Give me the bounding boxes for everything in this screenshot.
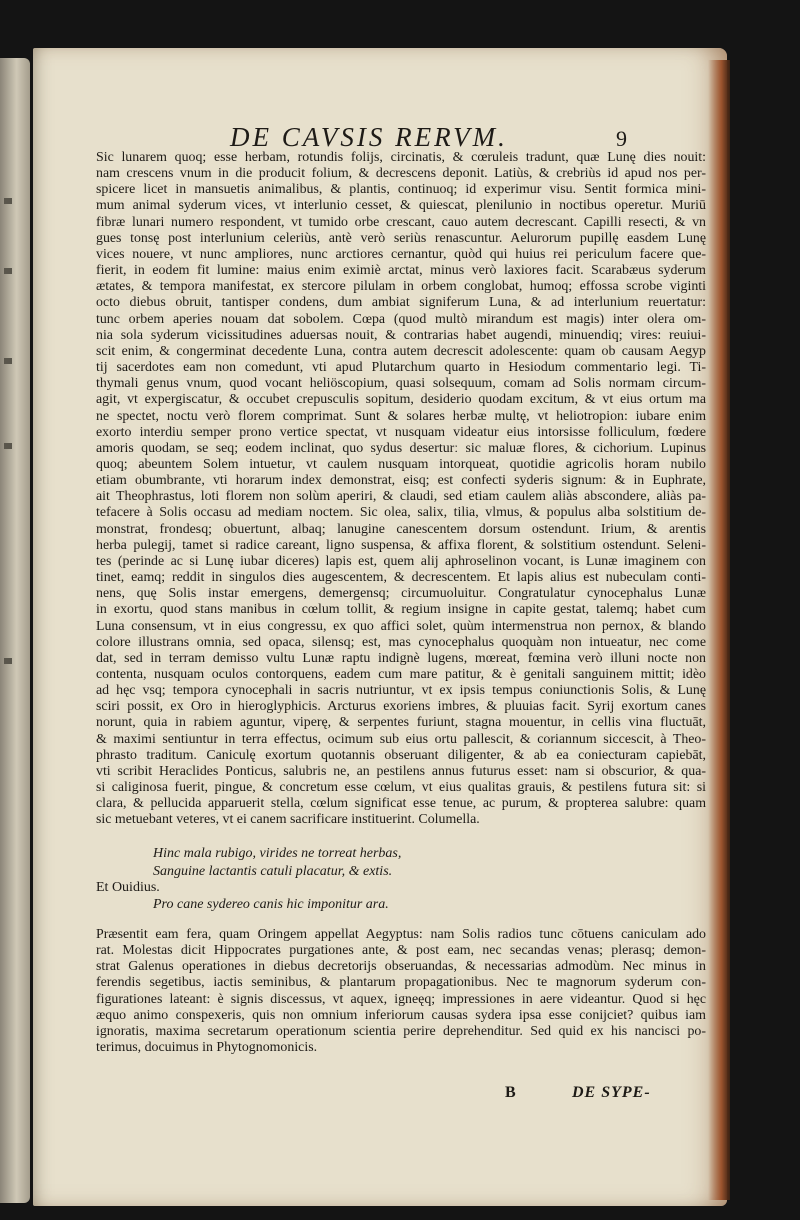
text-line: ferendis segetibus, iactis seminibus, & plantarum propagationibus. Nec te magnorum syderum con- — [96, 975, 706, 991]
text-line: mum animal syderum vices, vt interlunio cesset, & quiescat, plenilunio in noctibus operetur. Muriū — [96, 198, 706, 214]
text-line: nam crescens vnum in die producit folium, & decrescens deponit. Latiùs, & crebriùs id apud nos per- — [96, 166, 706, 182]
text-line: tes (perinde ac si Lunę iubar diceres) lapis est, quem alij aphroselinon vocant, is Lunæ imaginem con — [96, 553, 706, 569]
page-number: 9 — [616, 126, 627, 151]
facing-page-mark — [4, 358, 12, 364]
signature-mark: B — [505, 1084, 516, 1101]
text-line: dat, sed in terram demisso vultu Lunæ raptu indignè lugens, mœreat, fœmina verò illuni nocte non — [96, 650, 706, 666]
text-line: norunt, quia in rabiem aguntur, viperę, & serpentes furiunt, stagna mouentur, in cellis vina fluctuāt, — [96, 715, 706, 731]
text-line: ad hęc vsq; tempora cynocephali in sacris nutriuntur, vt ex ipsis tempus coniunctionis Solis, & Lunę — [96, 683, 706, 699]
main-paragraph — [96, 150, 706, 829]
text-line: ne spectet, noctu verò florem comprimat. Sunt & solares herbæ multę, vt heliotropion: iubare enim — [96, 408, 706, 424]
text-line: strat Galenus operationes in diebus decretorijs obseruandas, & necessarias admodùm. Nec minus in — [96, 959, 706, 975]
text-line: terimus, docuimus in Phytognomonicis. — [96, 1040, 318, 1056]
text-line: etiam obumbrante, vti horarum index demonstrat, eisq; est confecti syderis signum: & in Euphrate, — [96, 473, 706, 489]
text-line: thymali genus vnum, quod vocant heliöscopium, quasi solsequum, comam ad Solis normam circum- — [96, 376, 706, 392]
page-binding-shadow — [708, 60, 730, 1200]
text-line: nens, quę Solis instar emergens, demergensq; circumuoluitur. Congratulatur cynocephalus Lunæ — [96, 586, 706, 602]
text-line: colore illustrans omnia, sed opaca, silensq; est, mas cynocephalus quoquàm non intueatur, nec come — [96, 634, 706, 650]
verse-author: Et Ouidius. — [96, 880, 160, 895]
text-line: scit enim, & congerminat decedente Luna, contra autem decrescit adolescente: quam ob causam Aegyp — [96, 343, 706, 359]
text-line: ait Theophrastus, loti florem non solùm aperiri, & claudi, sed etiam caulem aliàs abscondere, aliàs pa- — [96, 489, 706, 505]
text-line: clara, & pellucida apparuerit stella, cœlum significat esse tenue, ac purum, & propterea salubre: quam — [96, 796, 706, 812]
text-line: rat. Molestas dicit Hippocrates purgationes ante, & post eam, nec secandas venas; plerasq; demon- — [96, 943, 706, 959]
text-line: fierit, in eodem fit lumine: maius enim eximiè arctat, minus verò laxiores facit. Scarabæus syderum — [96, 263, 706, 279]
text-line: sic metuebant veteres, vt ei canem sacrificare instituerint. Columella. — [96, 812, 480, 828]
verse-line: Pro cane sydereo canis hic imponitur ara. — [153, 897, 389, 912]
verse-line: Sanguine lactantis catuli placatur, & extis. — [153, 864, 393, 879]
facing-page-mark — [4, 268, 12, 274]
text-line: fibræ lunari numero respondent, vt tumido orbe crescant, cauo autem decrescant. Capilli resecti, & vn — [96, 214, 706, 230]
running-head: DE CAVSIS RERVM. — [230, 122, 508, 152]
text-line: figurationes lateant: è signis discessus, vt aquex, igneęq; impressiones in aere videantur. Quod si hęc — [96, 991, 706, 1007]
catchword: DE SYPE- — [572, 1084, 651, 1101]
text-line: amoris quodam, se seq; eodem inclinat, quo sydus deserturː sic maluæ flores, & cichorium. Lupinus — [96, 440, 706, 456]
text-line: spicere licet in mansuetis animalibus, & plantis, continuoq; id experimur visu. Sentit formica mini- — [96, 182, 706, 198]
text-line: tefacere à Solis occasu ad mediam noctem. Sic olea, salix, tilia, vlmus, & populus alba solstitium de- — [96, 505, 706, 521]
text-line: & maximi sentiuntur in terra effectus, ocimum sub eius ortu pallescit, & coriannum siccescit, à Theo- — [96, 731, 706, 747]
text-line: sciri possit, ex Oro in hieroglyphicis. Arcturus exoriens imbres, & pluuias facit. Syrij exortum canes — [96, 699, 706, 715]
second-paragraph — [96, 927, 706, 1056]
text-line: tunc orbem aperies nouam dat sobolem. Cœpa (quod multò mirandum est magis) inter olera om- — [96, 311, 706, 327]
text-line: agit, vt expergiscatur, & occubet crepusculis sopitum, desiderio quodam excitum, & vt eius ortum ma — [96, 392, 706, 408]
text-line: exorto interdiu semper prono vertice spectat, vt nusquam videatur eius intorsisse folliculum, fœdere — [96, 424, 706, 440]
text-line: herba pulegij, tamet si radice careant, ligno suspensa, & affixa florent, & solstitium ostendunt. Seleni- — [96, 537, 706, 553]
text-line: quoq; abeuntem Solem intuetur, vt caulem nusquam intorqueat, quotidie agricolis horam nubilo — [96, 456, 706, 472]
text-line: si caliginosa fuerit, pingue, & concretum esse cœlum, vt eius qualitas grauis, & pestilens futura sit: si — [96, 780, 706, 796]
text-line: nia sola syderum vicissitudines aduersas nouit, & contrarias habet augendi, minuendiq; vires: reuiui- — [96, 327, 706, 343]
text-line: in exortu, quod stans manibus in cœlum tollit, & regium insigne in capite gestat, talemq; habet cum — [96, 602, 706, 618]
text-line: contenta, nusquam oculos contorquens, eadem cum mare patitur, & è genitali sanguinem mittit; idèo — [96, 667, 706, 682]
text-line: vices nouere, vt nunc ampliores, nunc arctiores cernantur, quòd qui huius rei periculum facere que- — [96, 246, 706, 262]
text-line: ætates, & tempora manifestat, ex stercore pilulam in orbem conglobat, humoq; effossa scrobe viginti — [96, 279, 706, 295]
text-line: tij sacerdotes eam non comedunt, vti apud Plutarchum quarto in Hesiodum commentario legi. Ti- — [96, 360, 706, 376]
text-line: Luna consensum, vt in eius congressu, ex quo affici solet, quùm intermenstrua non pernox, & blando — [96, 618, 706, 634]
text-line: tinet, eamq; reddit in singulos dies augescentem, & decrescentem. Et lapis alius est nubeculam conti- — [96, 570, 706, 586]
verse-line: Hinc mala rubigo, virides ne torreat herbas, — [153, 846, 402, 861]
text-line: æquo animo conspexeris, quis non omnium inferiorum causas sydera ipsa esse conijciet? quibus iam — [96, 1007, 706, 1023]
text-line: Præsentit eam fera, quam Oringem appellat Aegyptus: nam Solis radios tunc cōtuens caniculam ado — [96, 927, 706, 942]
text-line: octo diebus obruit, tantisper condens, dum ambiat signiferum Luna, & ad interlunium reuertatur: — [96, 295, 706, 311]
facing-page-mark — [4, 658, 12, 664]
text-line: monstrat, frondesq; obuertunt, albaq; lanugine canescentem dorsum ostendunt. Irium, & arentis — [96, 521, 706, 537]
facing-page-mark — [4, 443, 12, 449]
text-line: gues tonsę post interlunium celeriùs, antè verò seriùs renascuntur. Aelurorum pupillę easdem Lunę — [96, 230, 706, 246]
text-line: Sic lunarem quoq; esse herbam, rotundis folijs, circinatis, & cœruleis tradunt, quæ Lunę dies nouit: — [96, 150, 706, 165]
text-line: vti scribit Heraclides Ponticus, salubris ne, an pestilens annus futurus esset: nam si obscurior, & qua- — [96, 763, 706, 779]
facing-page-mark — [4, 198, 12, 204]
text-line: phrasto traditum. Caniculę exortum quotannis obseruant diligenter, & ab ea coniecturam capiebāt, — [96, 747, 706, 763]
facing-page-edge — [0, 58, 30, 1203]
text-line: ignoratis, maxima secretarum operationum scientia perire deprehenditur. Sed quid ex his nancisci po- — [96, 1023, 706, 1039]
